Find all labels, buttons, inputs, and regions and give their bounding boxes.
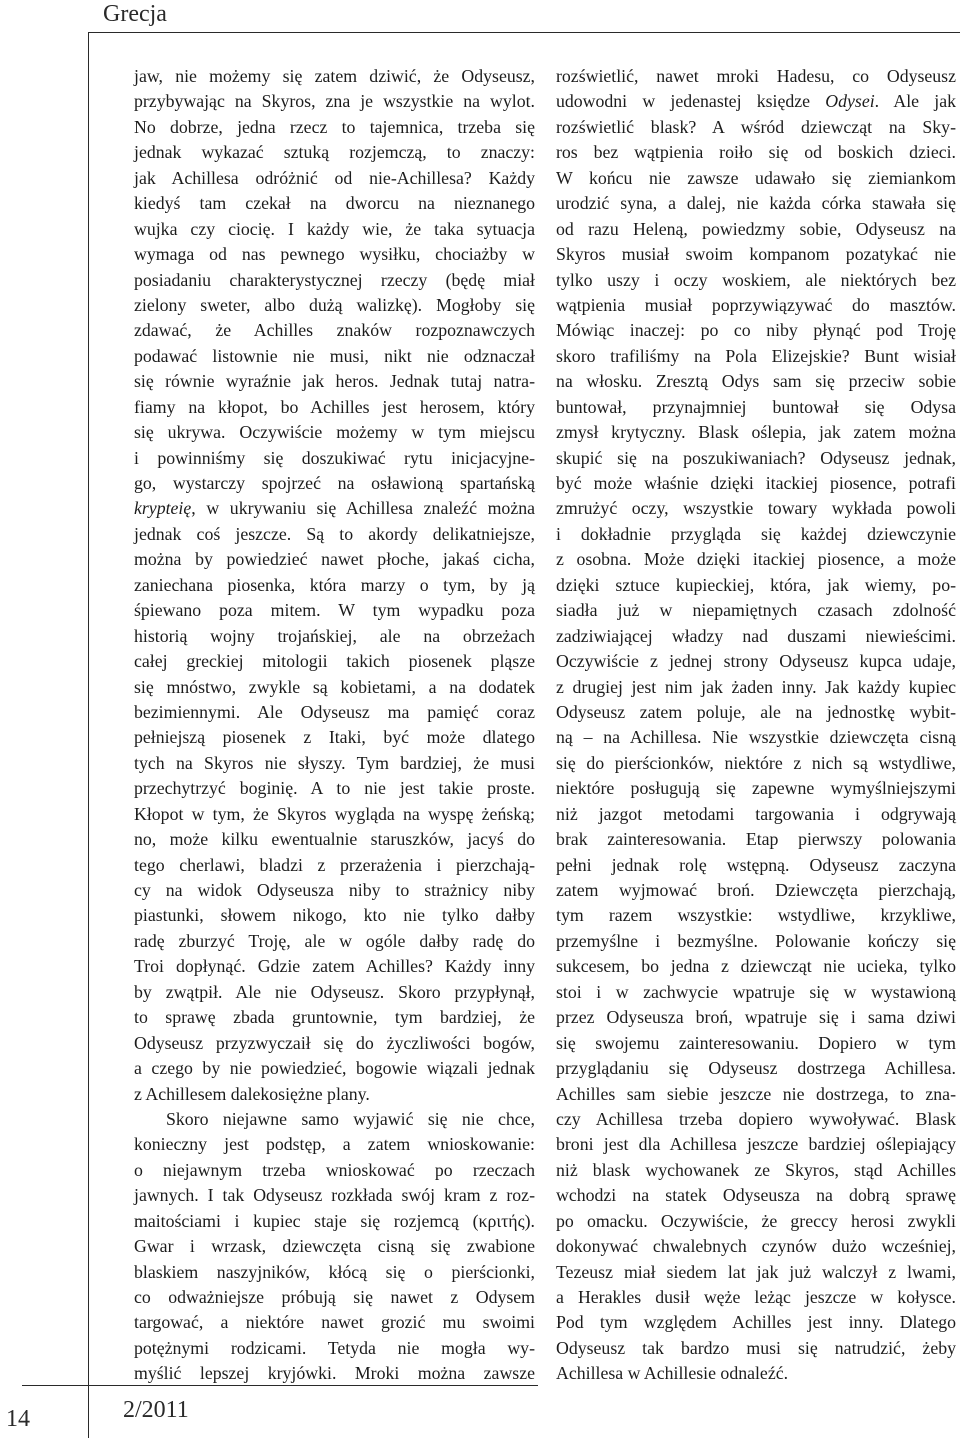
text-line: i powinniśmy się doszukiwać rytu inicjacyjne-: [134, 447, 535, 468]
text-line: co odważniejsze próbują się nawet z Odysem: [134, 1287, 535, 1307]
text-line: skupić się na poszukiwaniach? Odyseusz jednak,: [556, 447, 956, 468]
text-line: Tezeusz miał siedem lat jak już walczył z lwami,: [556, 1261, 956, 1282]
text-line: z Achillesem dalekosiężne plany.: [134, 1083, 370, 1104]
text-line: zatem wyjmować broń. Dziewczęta pierzchają,: [556, 880, 956, 900]
text-line: a czego by nie powiedzieć, bogowie wiązali jednak: [134, 1058, 535, 1079]
text-line: zmysł krytyczny. Blask oślepia, jak zatem można: [556, 422, 956, 443]
text-line: urodzić syna, a dalej, nie każda córka stawała się: [556, 193, 956, 214]
text-line: krypteię, w ukrywaniu się Achillesa znaleźć można: [134, 498, 535, 519]
text-line: niż blask wychowanek ze Skyros, stąd Achilles: [556, 1159, 956, 1180]
text-column-left: [134, 64, 535, 1387]
text-line: przemyślne i bezmyślne. Polowanie kończy się: [556, 930, 956, 951]
text-line: jednak coś jeszcze. Są to akordy delikatniejsze,: [134, 523, 535, 544]
text-line: tego cherlawi, bladzi z przerażenia i pierzchają-: [134, 854, 535, 875]
text-line: Gwar i wrzask, dziewczęta cisną się zwabione: [134, 1236, 535, 1257]
text-line: brak zainteresowania. Etap pierwszy polowania: [556, 829, 956, 850]
text-line: i dokładnie przygląda się każdej dziewczynie: [556, 523, 956, 544]
text-line: Achillesa w Achillesie odnaleźć.: [556, 1363, 789, 1384]
text-line: Skoro niejawne samo wyjawić się nie chce,: [166, 1108, 535, 1129]
text-line: broni jest dla Achillesa jeszcze bardziej oślepiający: [556, 1134, 956, 1155]
text-line: się do pierścionków, niektóre z nich są wstydliwe,: [556, 752, 956, 773]
text-line: ną – na Achillesa. Nie wszystkie dziewczęta cisną: [556, 727, 956, 748]
text-line: wymaga od nas pewnego wysiłku, chociażby w: [134, 244, 535, 265]
text-line: się mnóstwo, zwykle są kobietami, a na dodatek: [134, 676, 535, 697]
text-line: bezimiennymi. Ale Odyseusz ma pamięć coraz: [134, 701, 535, 722]
text-line: tych na Skyros nie słyszy. Tym bardziej, że musi: [134, 752, 535, 773]
text-line: to sprawę zbada gruntownie, tym bardziej, że: [134, 1007, 535, 1028]
text-line: radę zburzyć Troję, ale w ogóle dałby radę do: [134, 930, 535, 951]
text-line: się swojemu zainteresowaniu. Dopiero w tym: [556, 1032, 956, 1053]
text-line: pełni jednak rolę wstępną. Odyseusz zaczyna: [556, 854, 956, 875]
text-line: myślić lepszej kryjówki. Mroki można zawsze: [134, 1363, 535, 1384]
header-rule: [88, 32, 960, 33]
text-line: Pod tym względem Achilles jest inny. Dlatego: [556, 1312, 956, 1333]
text-line: stoi i w zachwycie wpatruje się w wystawioną: [556, 981, 956, 1002]
text-line: się równie wyraźnie jak heros. Jednak tutaj natra-: [134, 371, 535, 392]
text-line: Skyros musiał swoim kompanom pozatykać nie: [556, 244, 956, 265]
margin-rule: [88, 32, 89, 1438]
text-line: buntował, przynajmniej buntował się Odysa: [556, 396, 956, 417]
text-line: Kłopot w tym, że Skyros wygląda na wyspę żeńską;: [134, 803, 535, 824]
text-line: fiamy na kłopot, bo Achilles jest herosem, który: [134, 396, 535, 417]
text-line: podawać listownie nie musi, nikt nie odznaczał: [134, 345, 535, 366]
text-line: Troi dopłynąć. Gdzie zatem Achilles? Każdy inny: [134, 956, 535, 977]
text-line: przybywając na Skyros, zna je wszystkie na wylot.: [134, 91, 535, 112]
text-line: piastunki, słowem nikogo, kto nie tylko dałby: [134, 905, 535, 926]
text-line: Oczywiście z jednej strony Odyseusz kupca udaje,: [556, 651, 956, 672]
text-line: tym razem wszystkie: wstydliwe, krzykliwe,: [556, 905, 956, 926]
text-line: Achilles sam siebie jeszcze nie dostrzega, to zna-: [556, 1083, 956, 1104]
text-line: siadła już w niepamiętnych czasach zdolność: [556, 600, 956, 621]
text-line: śpiewano poza mitem. W tym wypadku poza: [134, 600, 535, 621]
text-line: udowodni w jedenastej księdze Odysei. Ale jak: [556, 91, 956, 112]
text-line: z drugiej jest nim jak żaden inny. Jak każdy kupiec: [556, 676, 956, 697]
text-column-right: [556, 64, 956, 1387]
text-line: by zwątpił. Ale nie Odyseusz. Skoro przypłynął,: [134, 981, 535, 1002]
text-line: niektóre posługują się zapewne wymyślniejszymi: [556, 778, 956, 799]
text-line: zaniechana piosenka, która marzy o tym, by ją: [134, 574, 535, 595]
text-line: Mówiąc inaczej: po co niby płynąć pod Troję: [556, 320, 956, 341]
text-line: historią wojny trojańskiej, ale na obrzeżach: [134, 625, 535, 646]
text-line: rozświetlić blask? A wśród dziewcząt na Sky-: [556, 116, 956, 137]
text-line: dzięki sztuce kupieckiej, która, jak wiemy, po-: [556, 574, 956, 595]
text-line: jawnych. I tak Odyseusz rozkłada swój kram z roz-: [134, 1185, 535, 1206]
text-line: z osobna. Może dzięki itackiej piosence, a może: [556, 549, 956, 570]
text-line: czy Achillesa trzeba dopiero wywoływać. Blask: [556, 1108, 956, 1129]
text-line: targować, a niektóre nawet grozić mu swoimi: [134, 1312, 535, 1333]
text-line: sukcesem, bo jedna z dziewcząt nie ucieka, tylko: [556, 956, 956, 977]
text-line: zielony sweter, albo dużą walizkę). Mogłoby się: [134, 294, 535, 315]
text-line: jaw, nie możemy się zatem dziwić, że Odyseusz,: [134, 66, 535, 86]
text-line: jak Achillesa odróżnić od nie-Achillesa? Każdy: [134, 167, 535, 188]
text-line: No dobrze, jedna rzecz to tajemnica, trzeba się: [134, 116, 535, 137]
text-line: pełniejszą piosenek z Itaki, być może dlatego: [134, 727, 535, 748]
text-line: przechytrzyć boginię. A to nie jest takie proste.: [134, 778, 535, 799]
text-line: no, może kilku ewentualnie staruszków, jacyś do: [134, 829, 535, 850]
text-line: wujka czy ciocię. I każdy wie, że taka sytuacja: [134, 218, 535, 239]
text-line: zdawać, że Achilles znaków rozpoznawczych: [134, 320, 535, 341]
text-line: zmrużyć oczy, wszystkie towary wykłada powoli: [556, 498, 956, 519]
text-line: rozświetlić, nawet mroki Hadesu, co Odyseusz: [556, 66, 956, 86]
footer-rule: [22, 1385, 538, 1386]
text-line: potężnymi rodzicami. Tetyda nie mogła wy-: [134, 1337, 535, 1358]
text-line: niż jazgot metodami targowania i odgrywają: [556, 803, 956, 824]
text-line: cy na widok Odyseusza niby to strażnicy niby: [134, 880, 535, 900]
text-line: tylko uszy i oczy woskiem, ale niektórych bez: [556, 269, 956, 290]
text-line: być może właśnie dzięki itackiej piosence, potrafi: [556, 473, 956, 493]
text-line: posiadaniu charakterystycznej rzeczy (będę miał: [134, 269, 535, 290]
text-line: całej greckiej mitologii takich piosenek pląsze: [134, 651, 535, 672]
text-line: Odyseusz tak bardzo musi się natrudzić, żeby: [556, 1337, 956, 1358]
text-line: wchodzi na statek Odyseusza na dobrą sprawę: [556, 1185, 956, 1206]
text-line: go, wystarczy spojrzeć na osławioną spartańską: [134, 473, 535, 493]
text-line: można by powiedzieć nawet płoche, jakaś cicha,: [134, 549, 535, 570]
text-line: blaskiem naszyjników, kłócą się o pierścionki,: [134, 1261, 535, 1282]
text-line: a Herakles dusił węże leżąc jeszcze w kołysce.: [556, 1287, 956, 1307]
text-line: się ukrywa. Oczywiście możemy w tym miejscu: [134, 422, 535, 443]
text-line: wątpienia musiał poprzywiązywać do masztów.: [556, 294, 956, 315]
text-line: kiedyś tam czekał na dworcu na nieznanego: [134, 193, 535, 214]
text-line: Odyseusz zatem poluje, ale na jednostkę wybit-: [556, 701, 956, 722]
text-line: od razu Heleną, powiedzmy sobie, Odyseusz na: [556, 218, 956, 239]
section-title: Grecja: [103, 1, 167, 27]
text-line: przyglądaniu się Odyseusz dostrzega Achillesa.: [556, 1058, 956, 1079]
text-line: Odyseusz przyzwyczaił się do życzliwości bogów,: [134, 1032, 535, 1053]
text-line: po omacku. Oczywiście, że greccy herosi zwykli: [556, 1210, 956, 1231]
text-line: na włosku. Zresztą Odys sam się przeciw sobie: [556, 371, 956, 392]
text-line: skoro trafiliśmy na Pola Elizejskie? Bunt wisiał: [556, 345, 956, 366]
text-line: W końcu nie zawsze udawało się ziemiankom: [556, 167, 956, 188]
text-line: konieczny jest podstęp, a zatem wnioskowanie:: [134, 1134, 535, 1155]
text-line: ros bez wątpienia roiło się od boskich dzieci.: [556, 142, 956, 163]
text-line: maitościami i kupiec staje się rozjemcą (κριτής).: [134, 1210, 535, 1231]
text-line: dokonywać chwalebnych czynów dużo wcześniej,: [556, 1236, 956, 1257]
text-line: zadziwiającej władzy nad duszami niewieścimi.: [556, 625, 956, 646]
text-line: przez Odyseusza broń, wpatruje się i sama dziwi: [556, 1007, 956, 1028]
issue-number: 2/2011: [123, 1397, 189, 1423]
page-number: 14: [6, 1406, 30, 1432]
text-line: jednak wykazać sztuką rozjemczą, to znaczy:: [134, 142, 535, 163]
text-line: o niejawnym trzeba wnioskować po rzeczach: [134, 1159, 535, 1180]
